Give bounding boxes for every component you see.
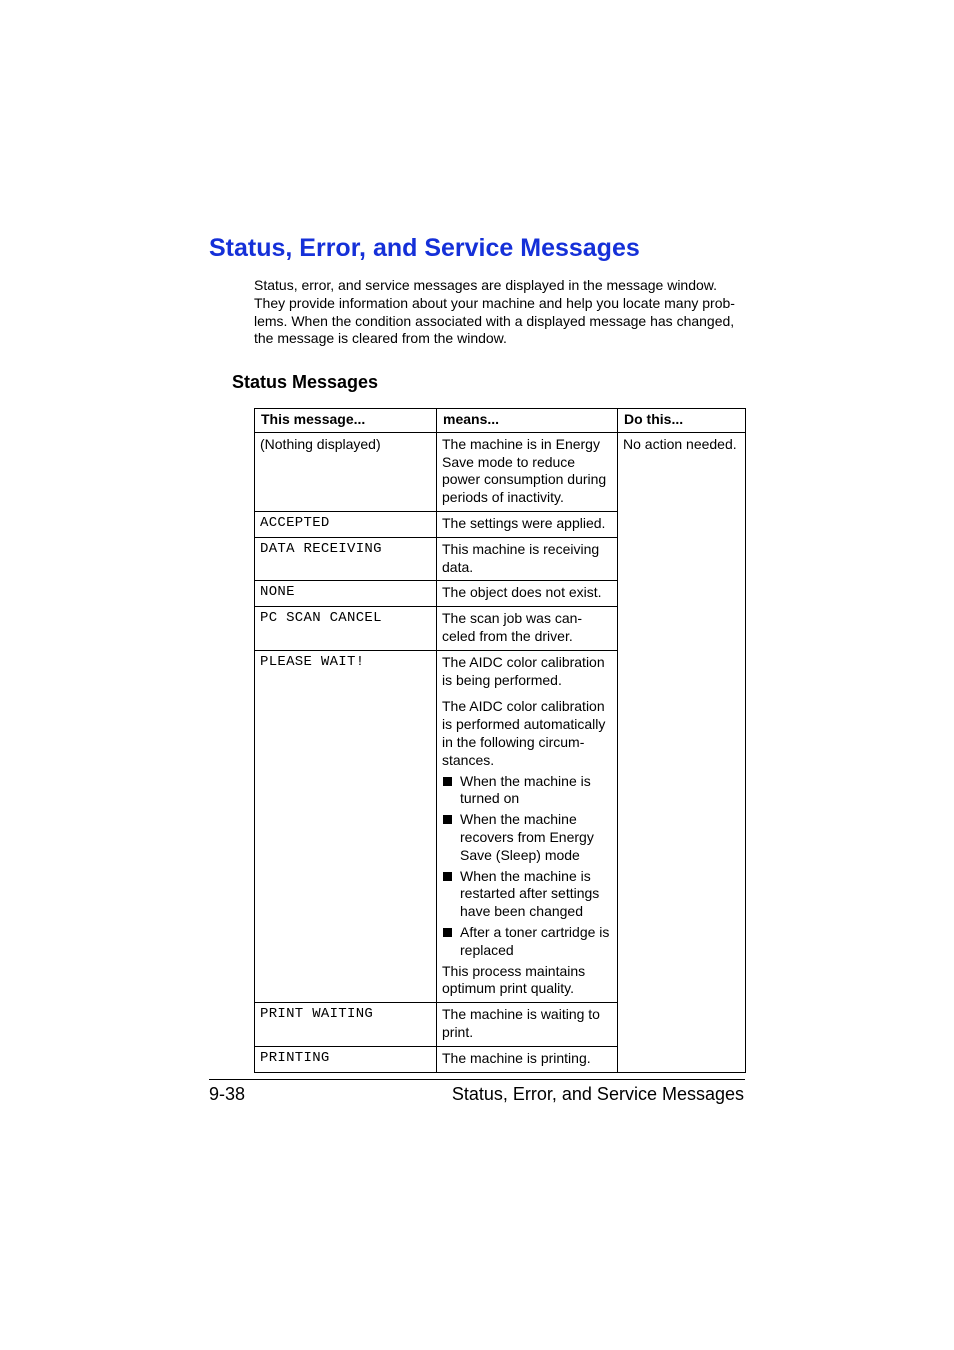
header-message: This message...	[255, 409, 437, 433]
square-bullet-icon	[443, 815, 452, 824]
means-cell	[437, 1003, 618, 1047]
means-line: The machine is in Energy	[442, 435, 600, 452]
message-cell: PRINT WAITING	[255, 1003, 437, 1047]
means-cell	[437, 537, 618, 581]
bullet-line: recovers from Energy	[460, 828, 594, 845]
means-line: stances.	[442, 751, 495, 768]
means-cell	[437, 1046, 618, 1072]
message-cell: ACCEPTED	[255, 511, 437, 537]
message-cell: DATA RECEIVING	[255, 537, 437, 581]
means-cell	[437, 607, 618, 651]
means-line: data.	[442, 558, 474, 575]
bullet-line: replaced	[460, 941, 514, 958]
intro-line: Status, error, and service messages are displayed in the message window.	[254, 277, 718, 293]
means-line: in the following circum-	[442, 733, 585, 750]
means-line: The scan job was can-	[442, 610, 583, 627]
footer-divider	[209, 1079, 745, 1080]
means-line: optimum print quality.	[442, 980, 575, 997]
section-title: Status Messages	[232, 372, 379, 392]
square-bullet-icon	[443, 872, 452, 881]
means-line: The AIDC color calibration	[442, 698, 605, 715]
means-paragraph	[442, 963, 612, 999]
means-cell	[437, 650, 618, 1002]
means-line: The object does not exist.	[442, 584, 602, 601]
means-line: The machine is waiting to	[442, 1006, 600, 1023]
means-line: This machine is receiving	[442, 540, 600, 557]
means-line: celed from the driver.	[442, 627, 573, 644]
header-do-this: Do this...	[618, 409, 746, 433]
page-title: Status, Error, and Service Messages	[209, 234, 640, 262]
means-line: is being performed.	[442, 671, 562, 688]
means-cell	[437, 511, 618, 537]
means-line: power consumption during	[442, 471, 607, 488]
means-cell	[437, 581, 618, 607]
list-item	[442, 773, 612, 809]
means-line: Save mode to reduce	[442, 453, 576, 470]
table-row	[255, 432, 746, 511]
intro-line: lems. When the condition associated with a displayed message has changed,	[254, 312, 735, 329]
message-cell: PRINTING	[255, 1046, 437, 1072]
bullet-line: When the machine is	[460, 772, 591, 789]
footer-section-title: Status, Error, and Service Messages	[451, 1084, 744, 1104]
bullet-line: Save (Sleep) mode	[460, 846, 580, 863]
means-line: This process maintains	[442, 962, 586, 979]
bullet-line: turned on	[460, 790, 520, 807]
table-header-row	[255, 409, 746, 433]
list-item	[442, 924, 612, 960]
means-line: The machine is printing.	[442, 1049, 591, 1066]
bullet-line: have been changed	[460, 903, 583, 920]
list-item	[442, 868, 612, 921]
bullet-line: restarted after settings	[460, 885, 600, 902]
means-line: periods of inactivity.	[442, 489, 564, 506]
bullet-line: When the machine	[460, 811, 577, 828]
square-bullet-icon	[443, 928, 452, 937]
means-cell	[437, 432, 618, 511]
intro-paragraph	[254, 277, 749, 348]
means-line: is performed automatically	[442, 716, 606, 733]
message-cell: (Nothing displayed)	[255, 432, 437, 511]
intro-line: They provide information about your machine and help you locate many prob-	[254, 294, 735, 311]
message-cell: PLEASE WAIT!	[255, 650, 437, 1002]
message-cell: PC SCAN CANCEL	[255, 607, 437, 651]
means-line: The settings were applied.	[442, 514, 606, 531]
bullet-list	[442, 773, 612, 960]
square-bullet-icon	[443, 777, 452, 786]
bullet-line: After a toner cartridge is	[460, 923, 610, 940]
means-line: The AIDC color calibration	[442, 653, 605, 670]
intro-line: the message is cleared from the window.	[254, 330, 507, 347]
status-messages-table	[254, 408, 746, 1073]
bullet-line: When the machine is	[460, 867, 591, 884]
means-paragraph	[442, 698, 612, 769]
page-number: 9-38	[209, 1084, 246, 1104]
header-means: means...	[437, 409, 618, 433]
means-paragraph	[442, 654, 612, 690]
means-line: print.	[442, 1023, 474, 1040]
do-this-cell: No action needed.	[618, 432, 746, 1072]
message-cell: NONE	[255, 581, 437, 607]
list-item	[442, 811, 612, 864]
